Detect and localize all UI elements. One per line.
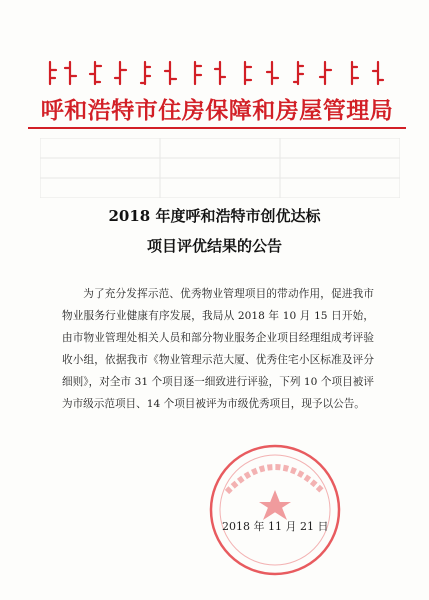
header-red-rule [28, 127, 406, 129]
mongolian-script-icon [40, 58, 390, 88]
issue-date: 2018 年 11 月 21 日 [222, 520, 329, 533]
document-title-line2: 项目评优结果的公告 [146, 237, 282, 255]
announcement-body: 为了充分发挥示范、优秀物业管理项目的带动作用，促进我市物业服务行业健康有序发展，我局从 2018 年 10 月 15 日开始，由市物业管理处相关人员和部分物业服务企业项目经理组成考评验收小组，依据我市《物业管理示范大厦、优秀住宅小区标准及评分细则》，对全市 31 个项目逐一细致进行评验，下列 10 个项目被评为市级示范项目、14 个项目被评为市级优秀项目，现予以公告。 [62, 288, 374, 410]
show-through-table [40, 138, 400, 198]
document-title-line1: 2018 年度呼和浩特市创优达标 [108, 207, 321, 225]
official-seal-icon [205, 440, 345, 580]
organization-title: 呼和浩特市住房保障和房屋管理局 [40, 98, 394, 124]
